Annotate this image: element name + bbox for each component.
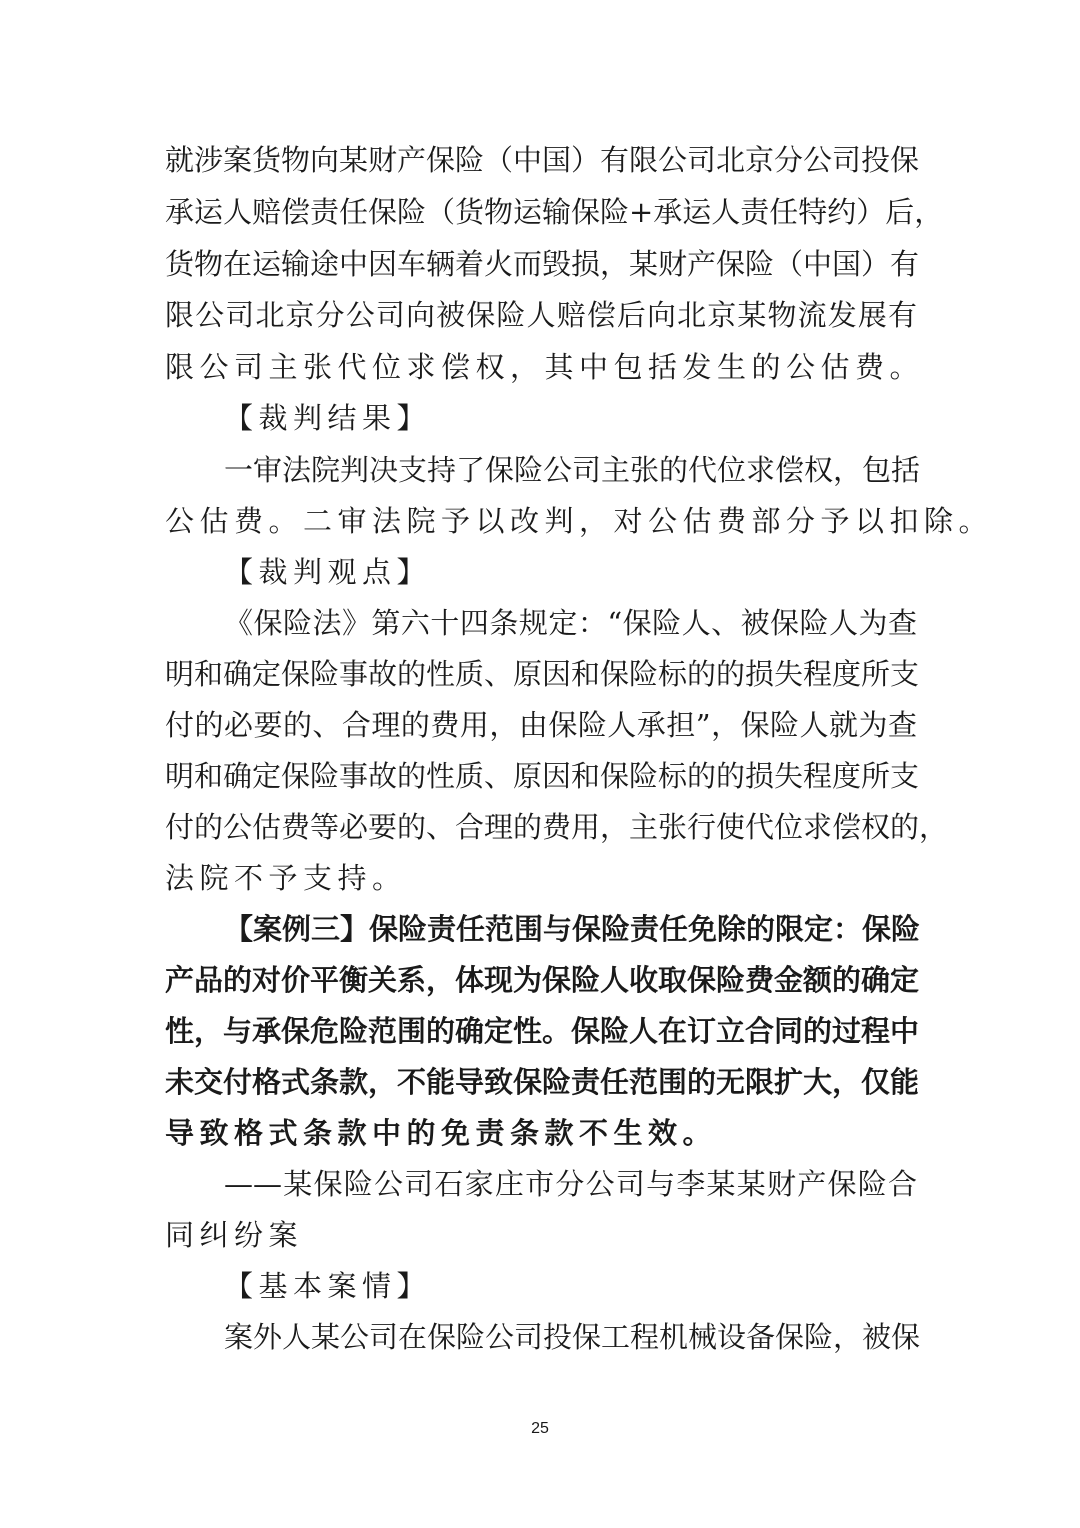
paragraph-line: 付的公估费等必要的、合理的费用，主张行使代位求偿权的， xyxy=(165,810,949,844)
paragraph-line: 就涉案货物向某财产保险（中国）有限公司北京分公司投保 xyxy=(165,143,920,177)
paragraph-line: 明和确定保险事故的性质、原因和保险标的的损失程度所支 xyxy=(165,759,920,793)
section-heading-opinion: 【裁判观点】 xyxy=(224,555,432,589)
case-three-heading: 【案例三】保险责任范围与保险责任免除的限定：保险 xyxy=(224,912,921,946)
paragraph-line: 限公司北京分公司向被保险人赔偿后向北京某物流发展有 xyxy=(165,298,917,332)
case-title-line: ——某保险公司石家庄市分公司与李某某财产保险合 xyxy=(224,1167,917,1201)
page-number: 25 xyxy=(531,1420,549,1437)
case-three-heading-line: 性，与承保危险范围的确定性。保险人在订立合同的过程中 xyxy=(165,1014,920,1048)
paragraph-line: 《保险法》第六十四条规定：“保险人、被保险人为查 xyxy=(224,606,917,640)
paragraph-line: 明和确定保险事故的性质、原因和保险标的的损失程度所支 xyxy=(165,657,920,691)
paragraph-line: 货物在运输途中因车辆着火而毁损，某财产保险（中国）有 xyxy=(165,247,920,281)
case-three-heading-line: 导致格式条款中的免责条款不生效。 xyxy=(165,1116,718,1150)
paragraph-line: 法院不予支持。 xyxy=(165,861,407,895)
paragraph-line: 承运人赔偿责任保险（货物运输保险+承运人责任特约）后， xyxy=(165,195,944,229)
case-three-heading-line: 产品的对价平衡关系，体现为保险人收取保险费金额的确定 xyxy=(165,963,920,997)
section-heading-verdict: 【裁判结果】 xyxy=(224,401,432,435)
paragraph-line: 案外人某公司在保险公司投保工程机械设备保险，被保 xyxy=(224,1320,921,1354)
paragraph-line: 一审法院判决支持了保险公司主张的代位求偿权，包括 xyxy=(224,453,921,487)
case-three-heading-line: 未交付格式条款，不能导致保险责任范围的无限扩大，仅能 xyxy=(165,1065,920,1099)
paragraph-line: 限公司主张代位求偿权，其中包括发生的公估费。 xyxy=(165,350,925,384)
paragraph-line: 付的必要的、合理的费用，由保险人承担”，保险人就为查 xyxy=(165,708,917,742)
section-heading-facts: 【基本案情】 xyxy=(224,1269,432,1303)
paragraph-line: 公估费。二审法院予以改判，对公估费部分予以扣除。 xyxy=(165,504,994,538)
case-title-line: 同纠纷案 xyxy=(165,1218,304,1252)
